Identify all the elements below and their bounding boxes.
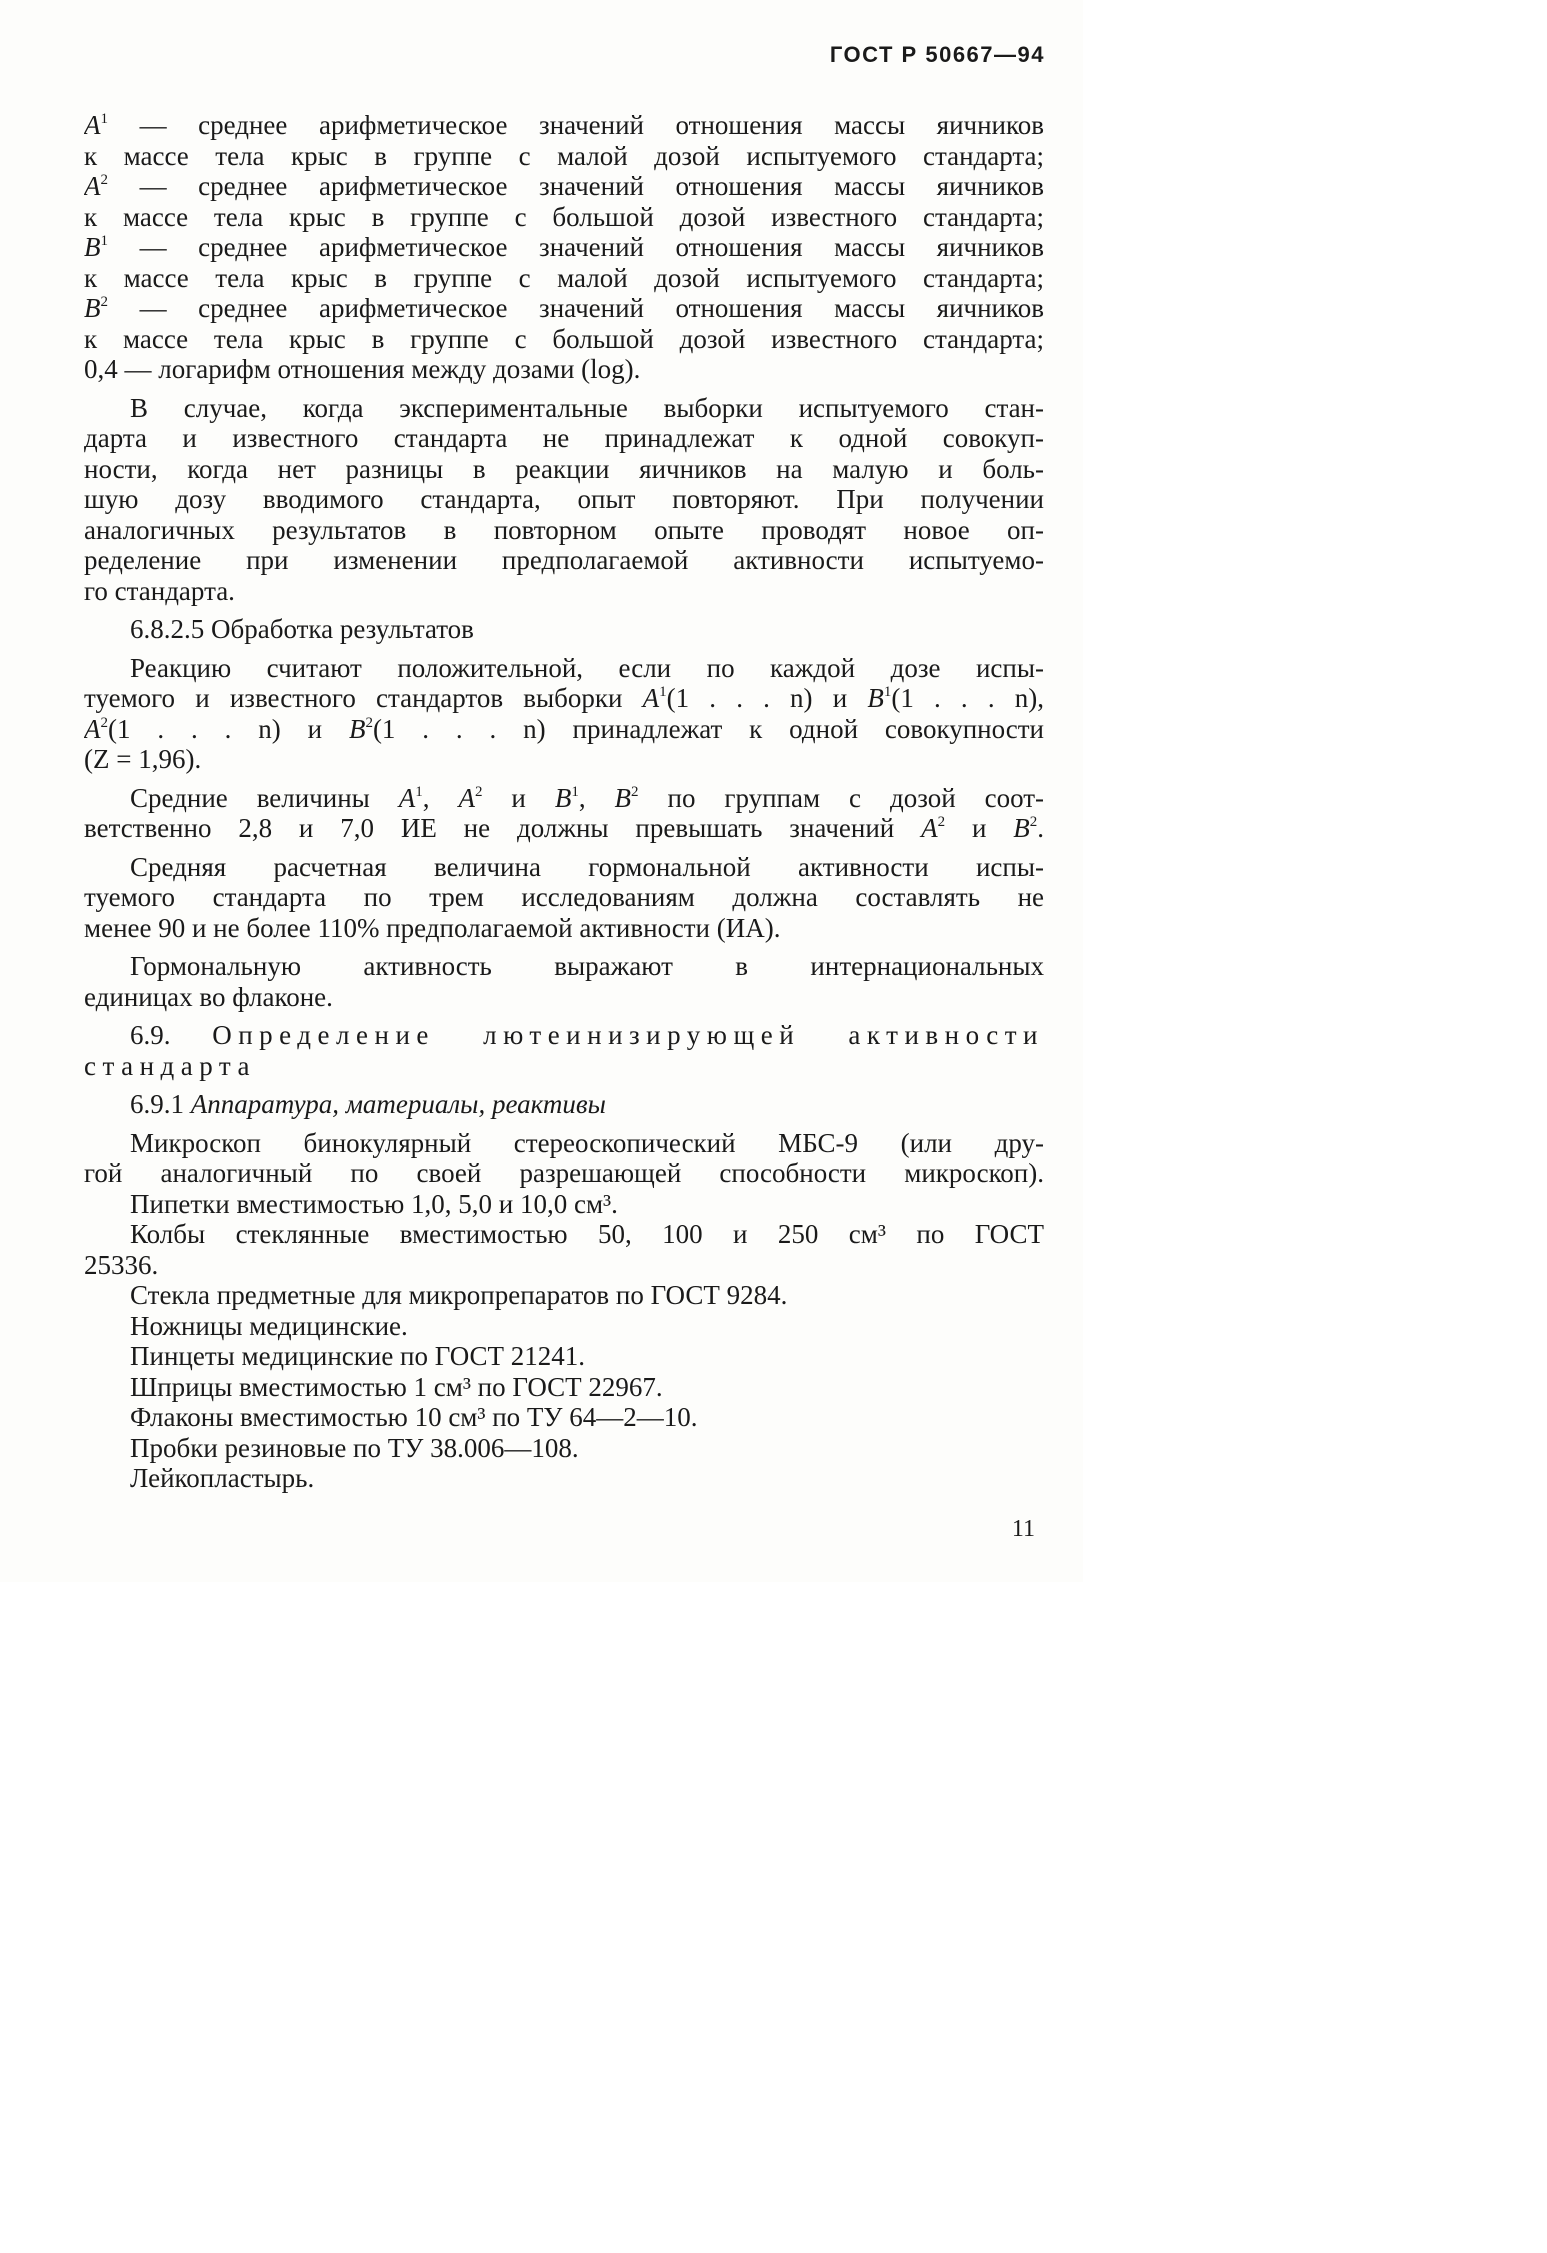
equipment-slides: Стекла предметные для микропрепаратов по ГОСТ 9284. [130, 1280, 788, 1310]
equipment-microscope: Микроскоп бинокулярный стереоскопический МБС-9 (или дру- [130, 1127, 1044, 1158]
means-line-1: Средние величины $A^1$, $A^2$ и $B^1$, $B^2$ по группам с дозой соот- [130, 782, 1044, 813]
definition-a2: $A^2$ — среднее арифметическое значений отношения массы яичников [84, 171, 1044, 201]
reaction-line-1: Реакцию считают положительной, если по каждой дозе испы- [130, 652, 1044, 683]
equipment-scissors: Ножницы медицинские. [130, 1310, 408, 1341]
paragraph-case-line: ределение при изменении предполагаемой активности испытуемо- [84, 545, 1044, 575]
reaction-line-3: $A^2(1$ . . . n) и $B^2(1$ . . . n) принадлежат к одной совокупности [84, 713, 1044, 744]
document-page [0, 0, 1083, 1582]
paragraph-case-line: шую дозу вводимого стандарта, опыт повторяют. При получении [84, 484, 1044, 514]
equipment-flasks-cont: 25336. [84, 1249, 159, 1280]
paragraph-case-line: дарта и известного стандарта не принадлежат к одной совокуп- [84, 423, 1044, 453]
equipment-flasks: Колбы стеклянные вместимостью 50, 100 и 250 см³ по ГОСТ [130, 1219, 1044, 1249]
document-header: ГОСТ Р 50667—94 [829, 42, 1045, 67]
paragraph-case-line: го стандарта. [84, 575, 235, 606]
equipment-plaster: Лейкопластырь. [130, 1463, 315, 1493]
definition-b1: $B^1$ — среднее арифметическое значений отношения массы яичников [84, 232, 1044, 262]
average-activity-line: менее 90 и не более 110% предполагаемой активности (ИА). [84, 912, 781, 943]
definition-log: 0,4 — логарифм отношения между дозами (log). [84, 354, 641, 384]
hormone-activity-line: единицах во флаконе. [84, 981, 333, 1012]
definition-b2-cont: к массе тела крыс в группе с большой дозой известного стандарта; [84, 323, 1044, 354]
definition-a2-cont: к массе тела крыс в группе с большой дозой известного стандарта; [84, 201, 1044, 232]
equipment-vials: Флаконы вместимостью 10 см³ по ТУ 64—2—10. [130, 1402, 698, 1432]
section-heading-69-cont: стандарта [84, 1050, 257, 1081]
definition-b1-cont: к массе тела крыс в группе с малой дозой испытуемого стандарта; [84, 262, 1044, 293]
section-heading-69: 6.9. Определение лютеинизирующей активности [130, 1020, 1044, 1050]
definition-a1-cont: к массе тела крыс в группе с малой дозой испытуемого стандарта; [84, 140, 1044, 171]
equipment-stoppers: Пробки резиновые по ТУ 38.006—108. [130, 1432, 579, 1463]
subsection-heading-691: 6.9.1 Аппаратура, материалы, реактивы [130, 1089, 606, 1119]
paragraph-case-line: ности, когда нет разницы в реакции яичников на малую и боль- [84, 453, 1044, 484]
reaction-line-4: (Z = 1,96). [84, 744, 202, 774]
definition-b2: $B^2$ — среднее арифметическое значений отношения массы яичников [84, 293, 1044, 323]
means-line-2: ветственно 2,8 и 7,0 ИЕ не должны превышать значений $A^2$ и $B^2$. [84, 813, 1044, 843]
equipment-syringes: Шприцы вместимостью 1 см³ по ГОСТ 22967. [130, 1371, 663, 1402]
hormone-activity-line: Гормональную активность выражают в интернациональных [130, 951, 1044, 981]
equipment-microscope-cont: гой аналогичный по своей разрешающей способности микроскоп). [84, 1158, 1044, 1188]
average-activity-line: туемого стандарта по трем исследованиям должна составлять не [84, 882, 1044, 912]
page-number: 11 [1011, 1515, 1035, 1542]
subsection-heading-6825: 6.8.2.5 Обработка результатов [130, 614, 474, 644]
definition-a1: $A^1$ — среднее арифметическое значений отношения массы яичников [84, 110, 1044, 140]
page-content [84, 110, 1044, 1494]
equipment-tweezers: Пинцеты медицинские по ГОСТ 21241. [130, 1341, 586, 1371]
paragraph-case-line: В случае, когда экспериментальные выборки испытуемого стан- [130, 392, 1044, 423]
equipment-pipettes: Пипетки вместимостью 1,0, 5,0 и 10,0 см³. [130, 1188, 618, 1219]
average-activity-line: Средняя расчетная величина гормональной активности испы- [130, 851, 1044, 882]
reaction-line-2: туемого и известного стандартов выборки $A^1(1$ . . . n) и $B^1(1$ . . . n), [84, 683, 1044, 713]
paragraph-case-line: аналогичных результатов в повторном опыте проводят новое оп- [84, 514, 1044, 545]
